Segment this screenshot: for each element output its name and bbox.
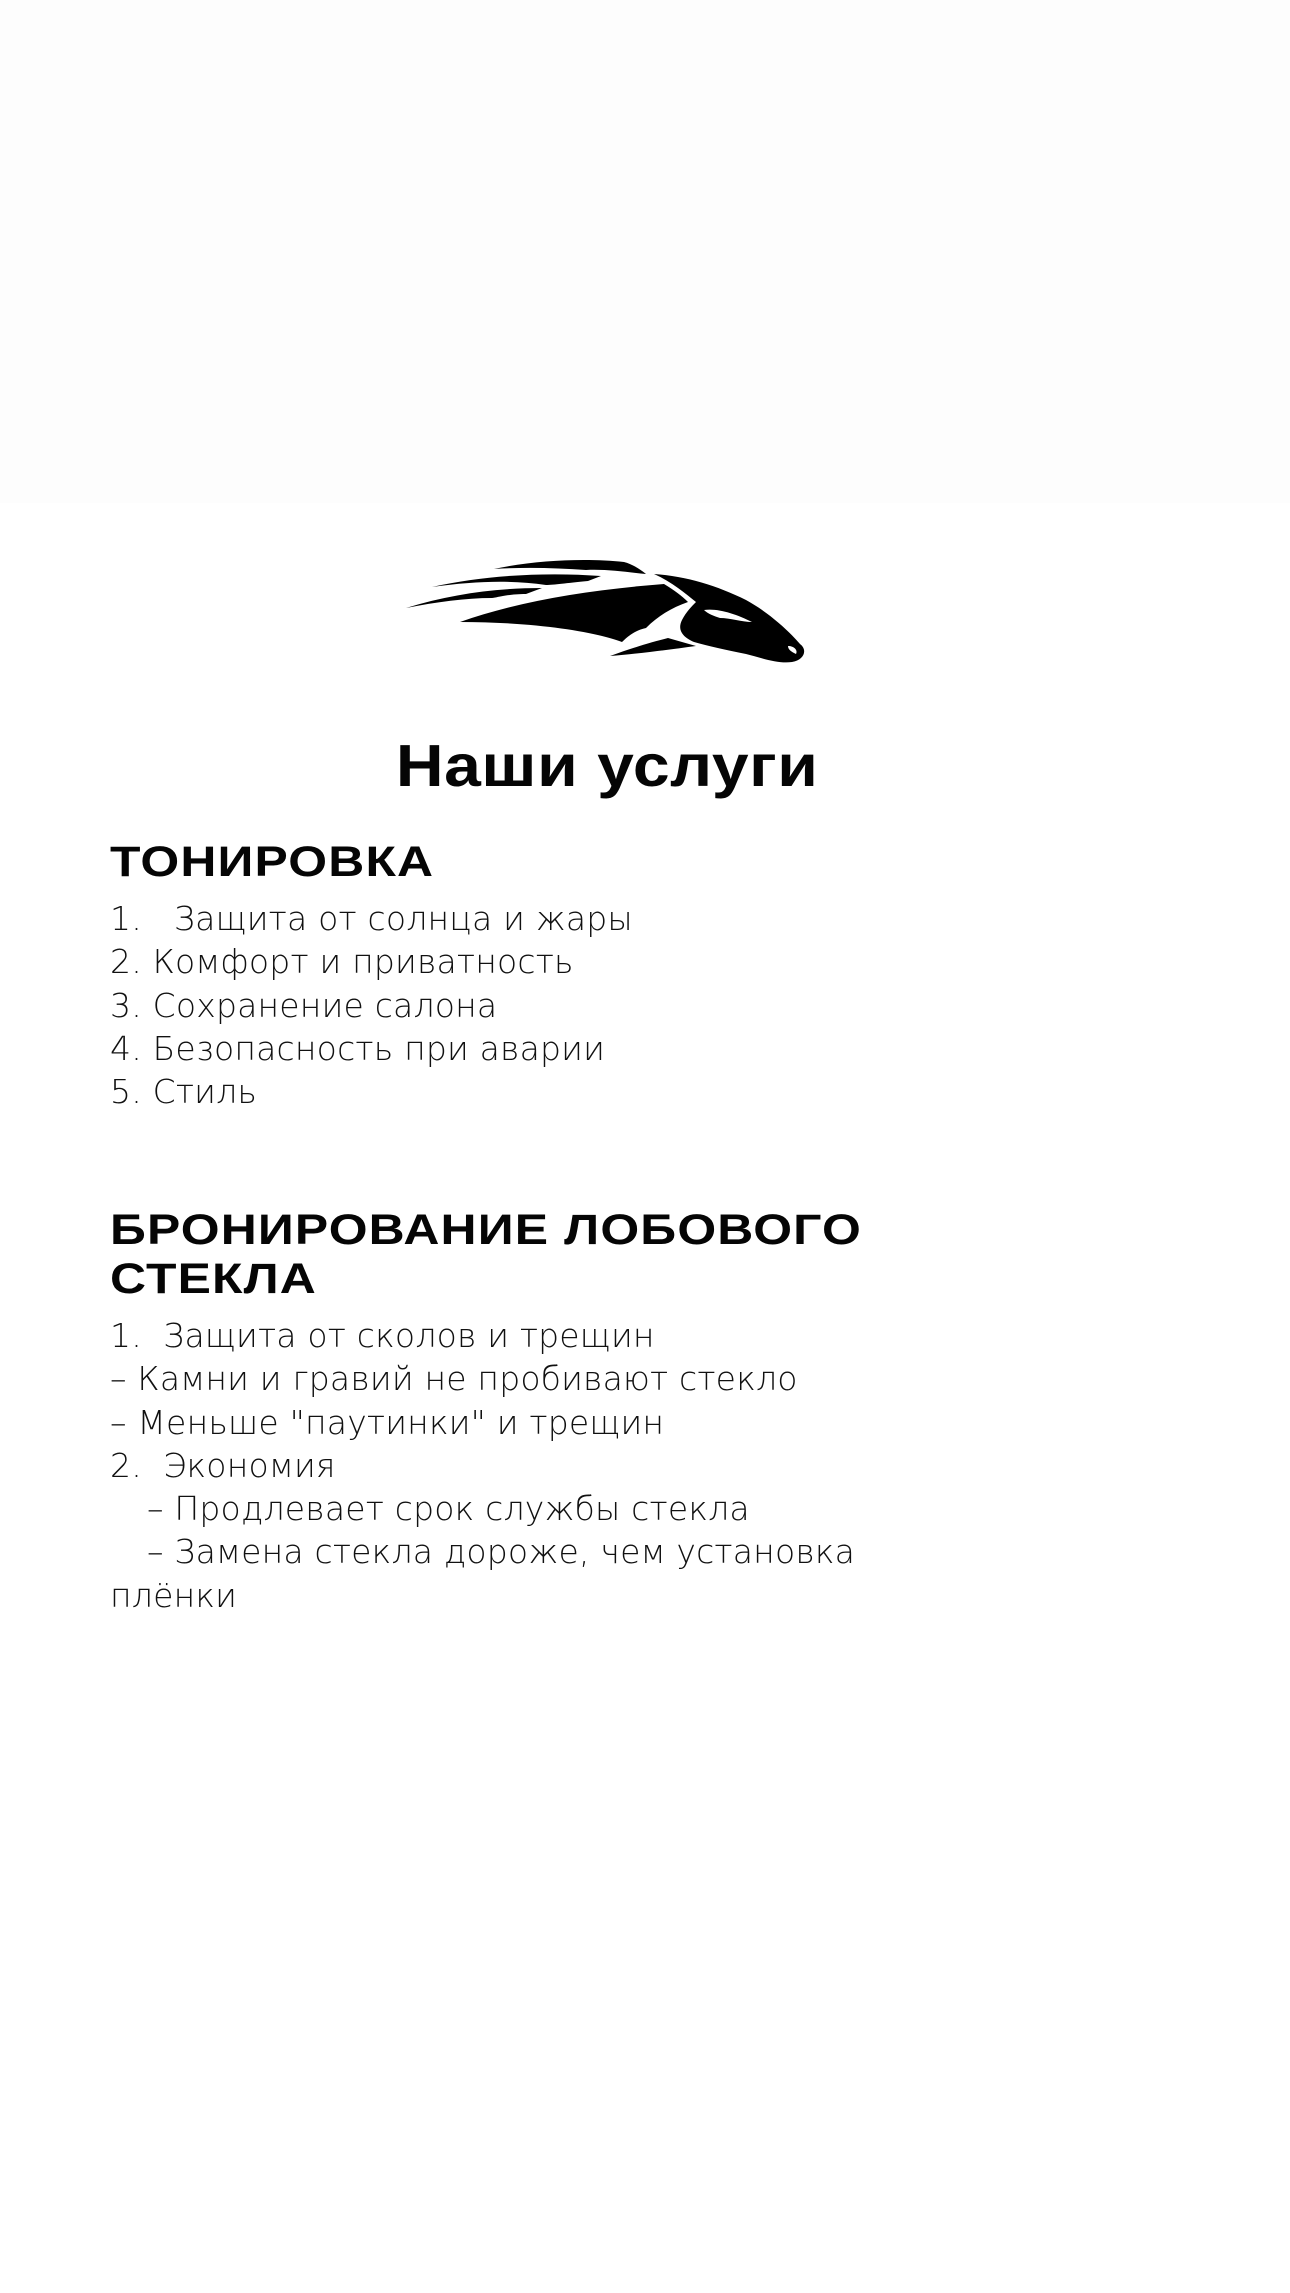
item-text: Сохранение салона bbox=[152, 985, 498, 1025]
item-text: Стиль bbox=[152, 1072, 258, 1112]
item-text: Безопасность при аварии bbox=[152, 1028, 606, 1068]
item-text: Защита от солнца и жары bbox=[173, 899, 633, 938]
list-item bbox=[110, 1027, 1210, 1070]
item-number: 2. bbox=[110, 942, 142, 982]
section-heading-line-2: СТЕКЛА bbox=[110, 1255, 317, 1303]
list-item: – Меньше "паутинки" и трещин bbox=[110, 1402, 665, 1442]
service-benefits-list bbox=[110, 1314, 1210, 1617]
list-item bbox=[110, 897, 1210, 940]
service-benefits-list bbox=[110, 897, 1210, 1113]
horse-head-logo-icon bbox=[396, 550, 818, 666]
item-number: 4. bbox=[110, 1028, 142, 1068]
item-text: Комфорт и приватность bbox=[152, 942, 574, 982]
section-heading: ТОНИРОВКА bbox=[110, 838, 435, 886]
section-tinting bbox=[110, 838, 1210, 1113]
section-heading-line-1: БРОНИРОВАНИЕ ЛОБОВОГО bbox=[110, 1206, 862, 1254]
list-item: 1. Защита от сколов и трещин bbox=[110, 1316, 655, 1355]
item-number: 3. bbox=[110, 985, 142, 1025]
list-item: – Замена стекла дороже, чем установка bbox=[147, 1532, 856, 1572]
top-background-band bbox=[0, 0, 1290, 503]
page-title: Наши услуги bbox=[395, 732, 819, 799]
item-number: 1. bbox=[110, 899, 142, 938]
item-number: 5. bbox=[110, 1072, 142, 1112]
list-item bbox=[110, 984, 1210, 1027]
list-item: плёнки bbox=[110, 1575, 238, 1615]
list-item: – Камни и гравий не пробивают стекло bbox=[110, 1359, 798, 1399]
list-item: 2. Экономия bbox=[110, 1445, 336, 1485]
list-item bbox=[110, 1070, 1210, 1113]
list-item bbox=[110, 940, 1210, 983]
list-item: – Продлевает срок службы стекла bbox=[147, 1489, 750, 1529]
section-windshield-protection bbox=[110, 1206, 1210, 1617]
